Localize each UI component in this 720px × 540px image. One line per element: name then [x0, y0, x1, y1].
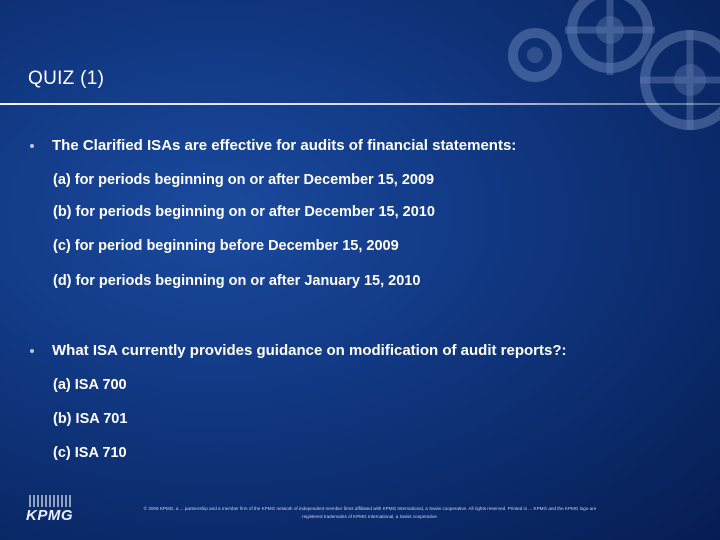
logo-text: KPMG: [26, 507, 73, 524]
question-2-option-a: (a) ISA 700: [53, 377, 127, 393]
question-1-option-d: (d) for periods beginning on or after January 15, 2010: [53, 273, 421, 289]
question-1-text: The Clarified ISAs are effective for audits of financial statements:: [52, 137, 517, 154]
question-2-text: What ISA currently provides guidance on modification of audit reports?:: [52, 342, 567, 359]
bullet-icon: [30, 349, 34, 353]
question-2-option-b: (b) ISA 701: [53, 411, 128, 427]
title-divider: [0, 103, 720, 105]
question-1-option-c: (c) for period beginning before December 15, 2009: [53, 238, 399, 254]
question-1-option-b: (b) for periods beginning on or after December 15, 2010: [53, 204, 435, 220]
kpmg-logo: [26, 495, 86, 527]
footer-line-1: © 2009 KPMG, a ... partnership and a member firm of the KPMG network of independent member firms affiliated with KPMG International, a Swiss cooperative. All rights reserved. Printed in ... KPMG and the KPMG logo are: [143, 506, 597, 511]
logo-lines-icon: [28, 495, 74, 507]
bullet-icon: [30, 144, 34, 148]
gears-decoration: [460, 0, 720, 160]
footer-line-2: registered trademarks of KPMG International, a Swiss cooperative.: [302, 514, 438, 519]
question-1-option-a: (a) for periods beginning on or after December 15, 2009: [53, 172, 435, 188]
slide-title: QUIZ (1): [28, 68, 105, 89]
footer-copyright: [120, 505, 620, 521]
question-2-option-c: (c) ISA 710: [53, 445, 127, 461]
